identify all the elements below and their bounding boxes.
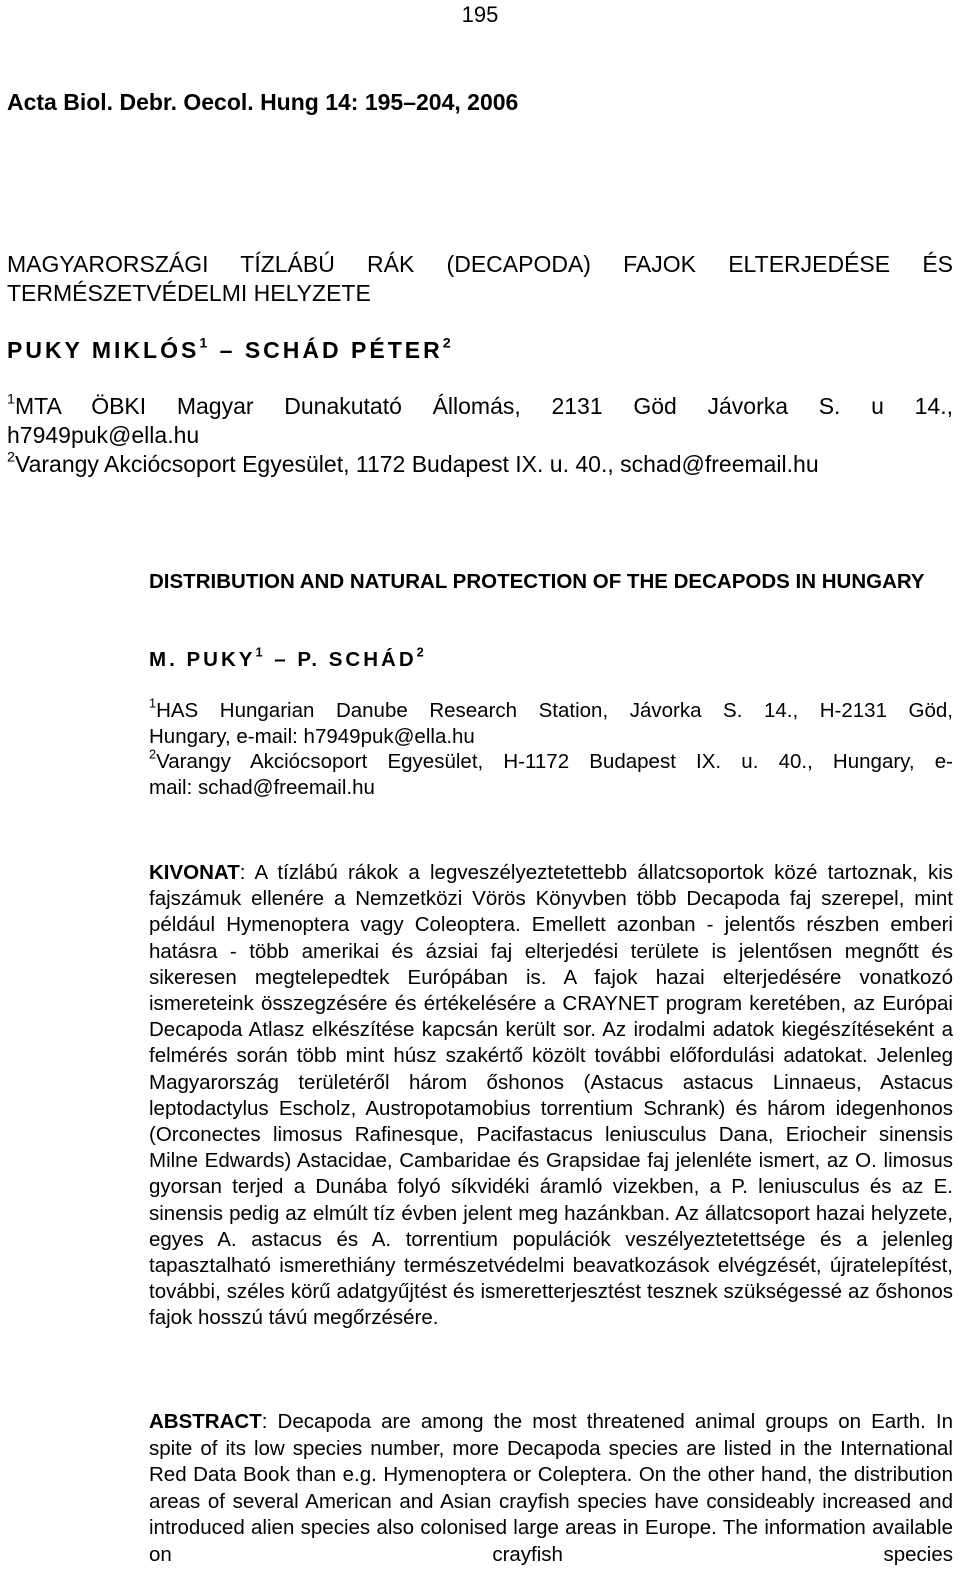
affiliation-line [7,450,953,479]
abstract-label: KIVONAT [149,861,240,884]
author-superscript: 2 [442,335,454,352]
author-separator: – [265,648,298,671]
affiliation-text: Varangy Akciócsoport Egyesület, H-1172 Budapest IX. u. 40., Hungary, e- [156,750,953,773]
affiliation-superscript: 1 [7,391,15,408]
author-name: PUKY MIKLÓS [7,337,200,363]
affiliation-text: Varangy Akciócsoport Egyesület, 1172 Budapest IX. u. 40., schad@freemail.hu [14,451,819,477]
english-title: DISTRIBUTION AND NATURAL PROTECTION OF THE DECAPODS IN HUNGARY [149,570,925,593]
author-superscript: 1 [199,335,211,352]
abstract-body: : A tízlábú rákok a legveszélyeztetettebb állatcsoportok közé tartoznak, kis fajszámuk ellenére a Nemzetközi Vörös Könyvben több Decapoda faj szerepel, mint például Hymenoptera vagy Coleoptera. Emellett azonban - jelentős részben emberi hatásra - több amerikai és ázsiai faj elterjedési területe is jelentősen megnőtt és sikeresen megtelepedtek Európában is. A fajok hazai elterjedésére vonatkozó ismereteink összegzésére és értékelésére a CRAYNET program keretében, az Európai Decapoda Atlasz elkészítése kapcsán került sor. Az irodalmi adatok kiegészítéseként a felmérés során több mint húsz szakértő közölt további előfordulási adatokat. Jelenleg Magyarország területéről három őshonos (Astacus astacus Linnaeus, Astacus leptodactylus Escholz, Austropotamobius torrentium Schrank) és három idegenhonos (Orconectes limosus Rafinesque, Pacifastacus leniusculus Dana, Eriocheir sinensis Milne Edwards) Astacidae, Cambaridae és Grapsidae faj jelenléte ismert, az O. limosus gyorsan terjed a Dunába folyó síkvidéki áramló vizekben, a P. leniusculus és az E. sinensis pedig az elmúlt tíz évben jelent meg hazánkban. Az állatcsoport hazai helyzete, egyes A. astacus és A. torrentium populációk veszélyeztetettsége és a jelenleg tapasztalható ismerethiány természetvédelmi beavatkozások elvégzését, újratelepítést, további, széles körű adatgyűjtést és ismeretterjesztést tesznek szükségessé az őshonos fajok hosszú távú megőrzésére. [149,861,953,1330]
abstract-body: : Decapoda are among the most threatened animal groups on Earth. In spite of its low species number, more Decapoda species are listed in the International Red Data Book than e.g. Hymenoptera or Coleptera. On the other hand, the distribution areas of several American and Asian crayfish species have consideably increased and introduced alien species also colonised large areas in Europe. The information available on crayfish species [149,1410,953,1566]
affiliation-line [149,746,953,775]
affiliation-superscript: 2 [7,449,15,466]
abstract-label: ABSTRACT [149,1410,262,1433]
affiliation-email: h7949puk@ella.hu [7,422,200,448]
author-name: M. PUKY [149,648,256,671]
page-number: 195 [461,2,499,27]
hungarian-title: MAGYARORSZÁGI TÍZLÁBÚ RÁK (DECAPODA) FAJOK ELTERJEDÉSE ÉS TERMÉSZETVÉDELMI HELYZETE [7,251,953,306]
affiliation-line: Hungary, e-mail: h7949puk@ella.hu [149,724,475,748]
affiliation-text: MTA ÖBKI Magyar Dunakutató Állomás, 2131 Göd Jávorka S. u 14., [14,393,953,419]
author-superscript: 2 [416,644,427,660]
journal-reference: Acta Biol. Debr. Oecol. Hung 14: 195–204, 2006 [7,89,519,115]
author-superscript: 1 [255,644,266,660]
affiliation-text: HAS Hungarian Danube Research Station, Jávorka S. 14., H-2131 Göd, [156,699,953,722]
affiliation-superscript: 2 [149,746,157,762]
affiliation-line [149,695,953,724]
hungarian-affiliations [7,392,953,479]
english-abstract [149,1409,953,1568]
affiliation-line: mail: schad@freemail.hu [149,775,375,799]
english-authors [149,646,427,674]
author-name: P. SCHÁD [297,648,417,671]
english-affiliations [149,695,953,800]
affiliation-line [7,392,953,421]
hungarian-authors [7,336,454,364]
affiliation-superscript: 1 [149,695,157,711]
author-name: SCHÁD PÉTER [244,337,443,363]
hungarian-abstract [149,860,953,1332]
author-separator: – [210,337,245,363]
